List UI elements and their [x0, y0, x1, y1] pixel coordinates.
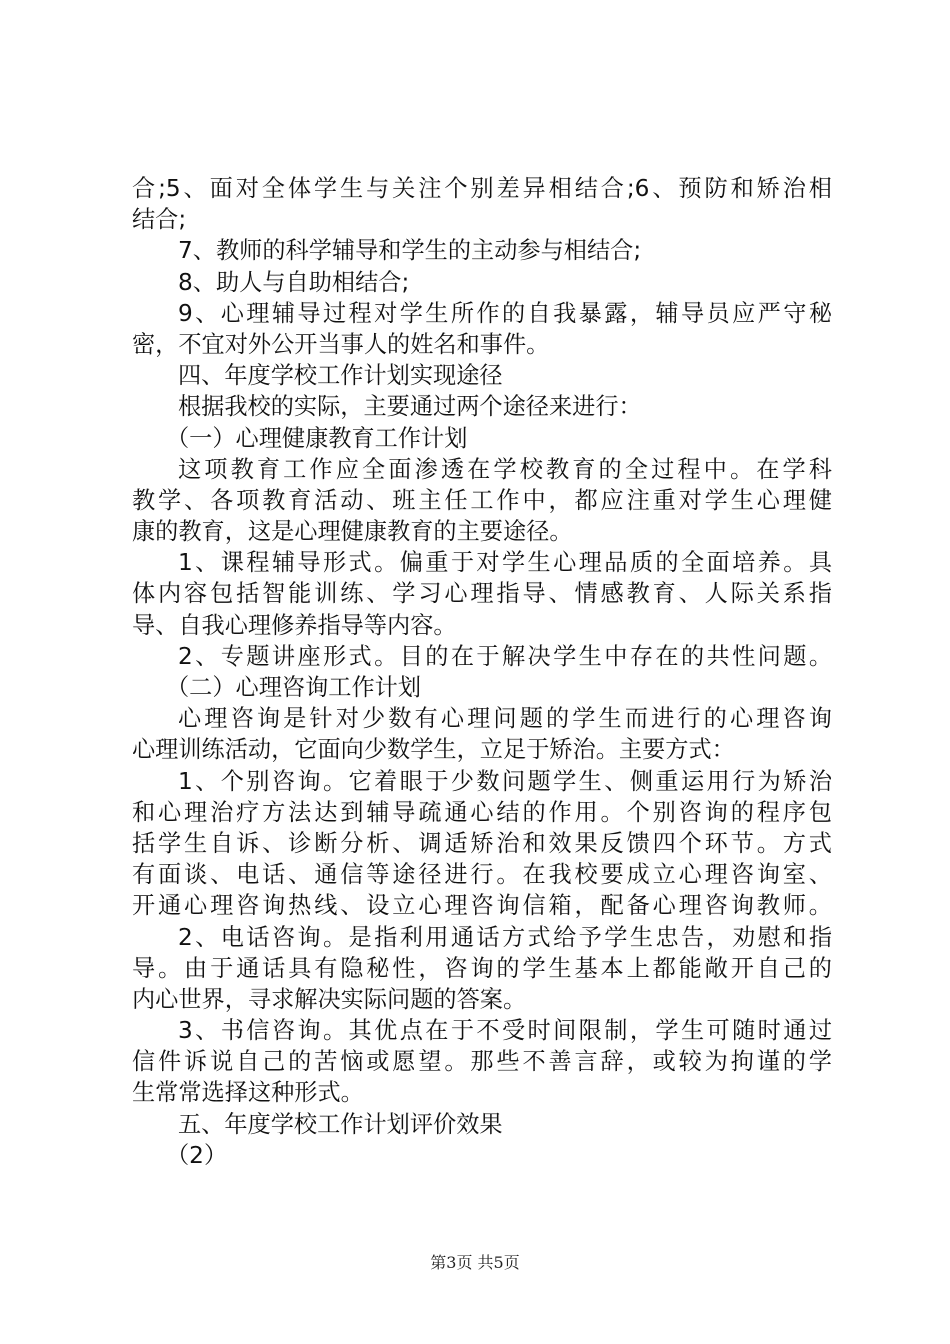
text-line: 导、自我心理修养指导等内容。 [132, 611, 457, 639]
text-line: 心理训练活动，它面向少数学生，立足于矫治。主要方式： [132, 736, 735, 764]
text-line: 密，不宜对外公开当事人的姓名和事件。 [132, 330, 550, 358]
text-line: 四、年度学校工作计划实现途径 [178, 362, 503, 390]
text-line: 教学、各项教育活动、班主任工作中，都应注重对学生心理健 [132, 486, 832, 514]
page-footer: 第3页 共5页 [430, 1253, 520, 1272]
text-line: 有面谈、电话、通信等途径进行。在我校要成立心理咨询室、 [132, 861, 832, 889]
text-line: 1、课程辅导形式。偏重于对学生心理品质的全面培养。具 [178, 549, 832, 577]
text-line: 根据我校的实际，主要通过两个途径来进行： [178, 393, 642, 421]
text-line: 合;5、面对全体学生与关注个别差异相结合;6、预防和矫治相 [132, 175, 832, 202]
text-line: 3、书信咨询。其优点在于不受时间限制，学生可随时通过 [178, 1017, 832, 1045]
text-line: 1、个别咨询。它着眼于少数问题学生、侧重运用行为矫治 [178, 767, 832, 795]
text-line: 结合; [132, 206, 187, 234]
text-line: 内心世界，寻求解决实际问题的答案。 [132, 985, 527, 1013]
text-line: 五、年度学校工作计划评价效果 [178, 1110, 503, 1138]
text-line: 括学生自诉、诊断分析、调适矫治和效果反馈四个环节。方式 [132, 829, 832, 857]
text-line: 开通心理咨询热线、设立心理咨询信箱，配备心理咨询教师。 [132, 892, 832, 920]
text-line: 9、心理辅导过程对学生所作的自我暴露，辅导员应严守秘 [178, 299, 832, 327]
text-line: 8、助人与自助相结合; [178, 268, 410, 296]
text-line: 这项教育工作应全面渗透在学校教育的全过程中。在学科 [178, 455, 832, 483]
text-line: 导。由于通话具有隐秘性，咨询的学生基本上都能敞开自己的 [132, 954, 832, 982]
document-body [132, 173, 832, 1171]
text-line: 7、教师的科学辅导和学生的主动参与相结合; [178, 237, 642, 265]
text-line: 和心理治疗方法达到辅导疏通心结的作用。个别咨询的程序包 [132, 798, 832, 826]
text-line: 2、电话咨询。是指利用通话方式给予学生忠告，劝慰和指 [178, 923, 832, 951]
text-line: （2） [166, 1141, 228, 1169]
text-line: 生常常选择这种形式。 [132, 1079, 364, 1107]
text-line: 心理咨询是针对少数有心理问题的学生而进行的心理咨询 [178, 705, 832, 733]
text-line: 信件诉说自己的苦恼或愿望。那些不善言辞，或较为拘谨的学 [132, 1048, 832, 1076]
text-line: （一）心理健康教育工作计划 [166, 424, 468, 452]
text-line: 体内容包括智能训练、学习心理指导、情感教育、人际关系指 [132, 580, 832, 608]
text-line: （二）心理咨询工作计划 [166, 674, 422, 701]
text-line: 2、专题讲座形式。目的在于解决学生中存在的共性问题。 [178, 642, 832, 670]
text-line: 康的教育，这是心理健康教育的主要途径。 [132, 518, 573, 546]
